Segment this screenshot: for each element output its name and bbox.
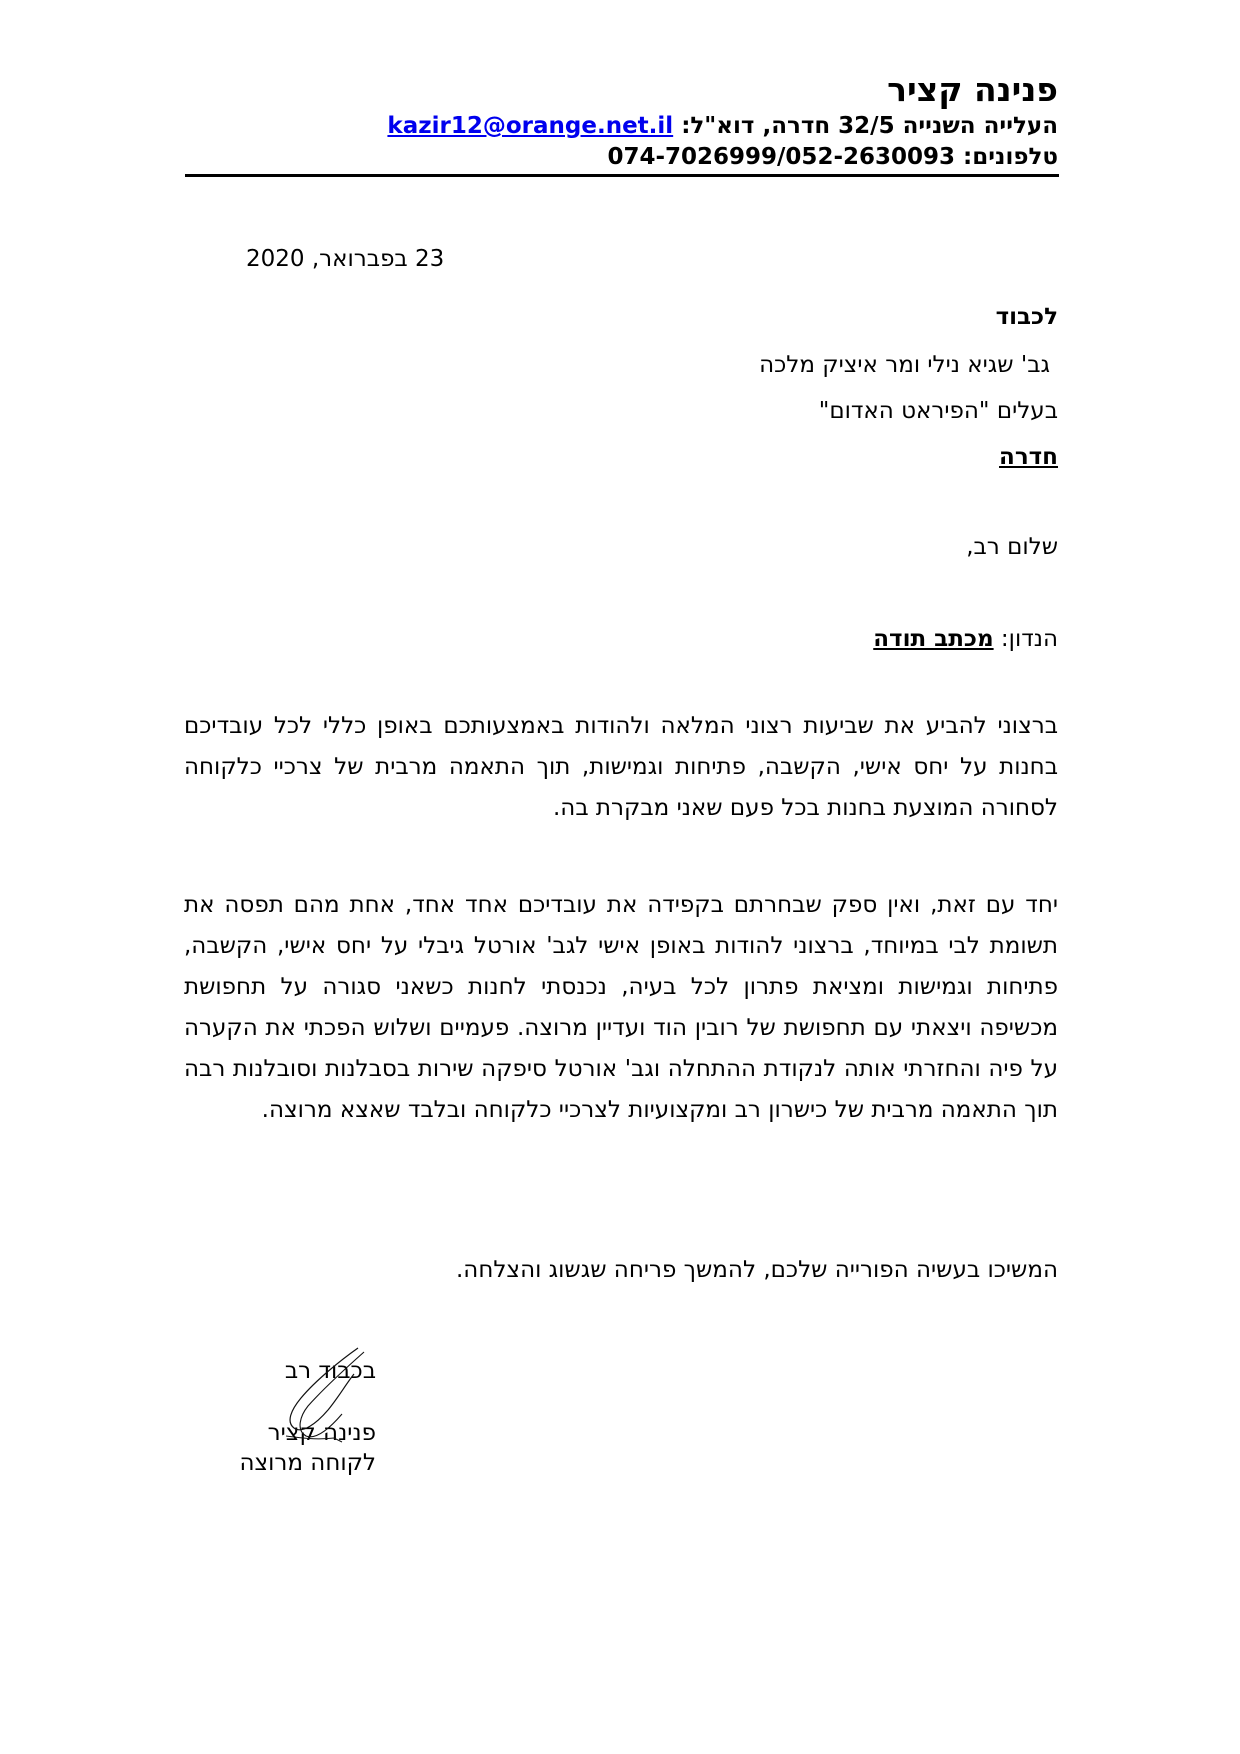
sender-address: העלייה השנייה 32/5 חדרה, דוא"ל: [681,113,1058,139]
recipient-honorific: לכבוד [995,304,1058,330]
body-paragraph-1: ברצוני להביע את שביעות רצוני המלאה ולהודות באמצעותכם באופן כללי לכל עובדיכם בחנות על יחס אישי, הקשבה, פתיחות וגמישות, תוך התאמה מרבית של צרכיי כלקוחה לסחורה המוצעת בחנות בכל פעם שאני מבקרת בה. [184,713,1058,821]
subject-value: מכתב תודה [873,626,994,652]
closing-name: פנינה קציר [267,1420,376,1446]
recipient-names: גב' שגיא נילי ומר איציק מלכה [759,352,1050,378]
phones-label: טלפונים: [963,144,1058,170]
phones-value: 074-7026999/052-2630093 [607,144,956,170]
closing-role: לקוחה מרוצה [239,1450,376,1476]
subject-label: הנדון: [1000,626,1058,652]
letterhead-divider [185,174,1059,177]
greeting: שלום רב, [966,534,1058,560]
sender-address-line [387,113,1058,139]
subject-line [873,626,1058,652]
sender-email-link[interactable]: kazir12@orange.net.il [387,113,674,139]
letter-date: 23 בפברואר, 2020 [246,246,445,272]
recipient-owners: בעלים "הפיראט האדום" [818,398,1058,424]
recipient-city: חדרה [999,444,1058,470]
body-paragraph-2: יחד עם זאת, ואין ספק שבחרתם בקפידה את עובדיכם אחד אחד, אחת מהם תפסה את תשומת לבי במיוחד, ברצוני להודות באופן אישי לגב' אורטל גיבלי על יחס אישי, הקשבה, פתיחות וגמישות ומציאת פתרון לכל בעיה, נכנסתי לחנות כשאני סגורה על תחפושת מכשיפה ויצאתי עם תחפושת של רובין הוד ועדיין מרוצה. פעמיים ושלוש הפכתי את הקערה על פיה והחזרתי אותה לנקודת ההתחלה וגב' אורטל סיפקה שירות בסבלנות וסובלנות רבה תוך התאמה מרבית של כישרון רב ומקצועיות לצרכיי כלקוחה ובלבד שאצא מרוצה. [184,892,1058,1123]
sender-phones-line [607,144,1058,170]
closing-regards: בכבוד רב [284,1358,376,1384]
body-paragraph-3: המשיכו בעשיה הפורייה שלכם, להמשך פריחה שגשוג והצלחה. [455,1257,1058,1283]
handwritten-signature [246,1340,396,1450]
sender-name: פנינה קציר [887,70,1058,109]
